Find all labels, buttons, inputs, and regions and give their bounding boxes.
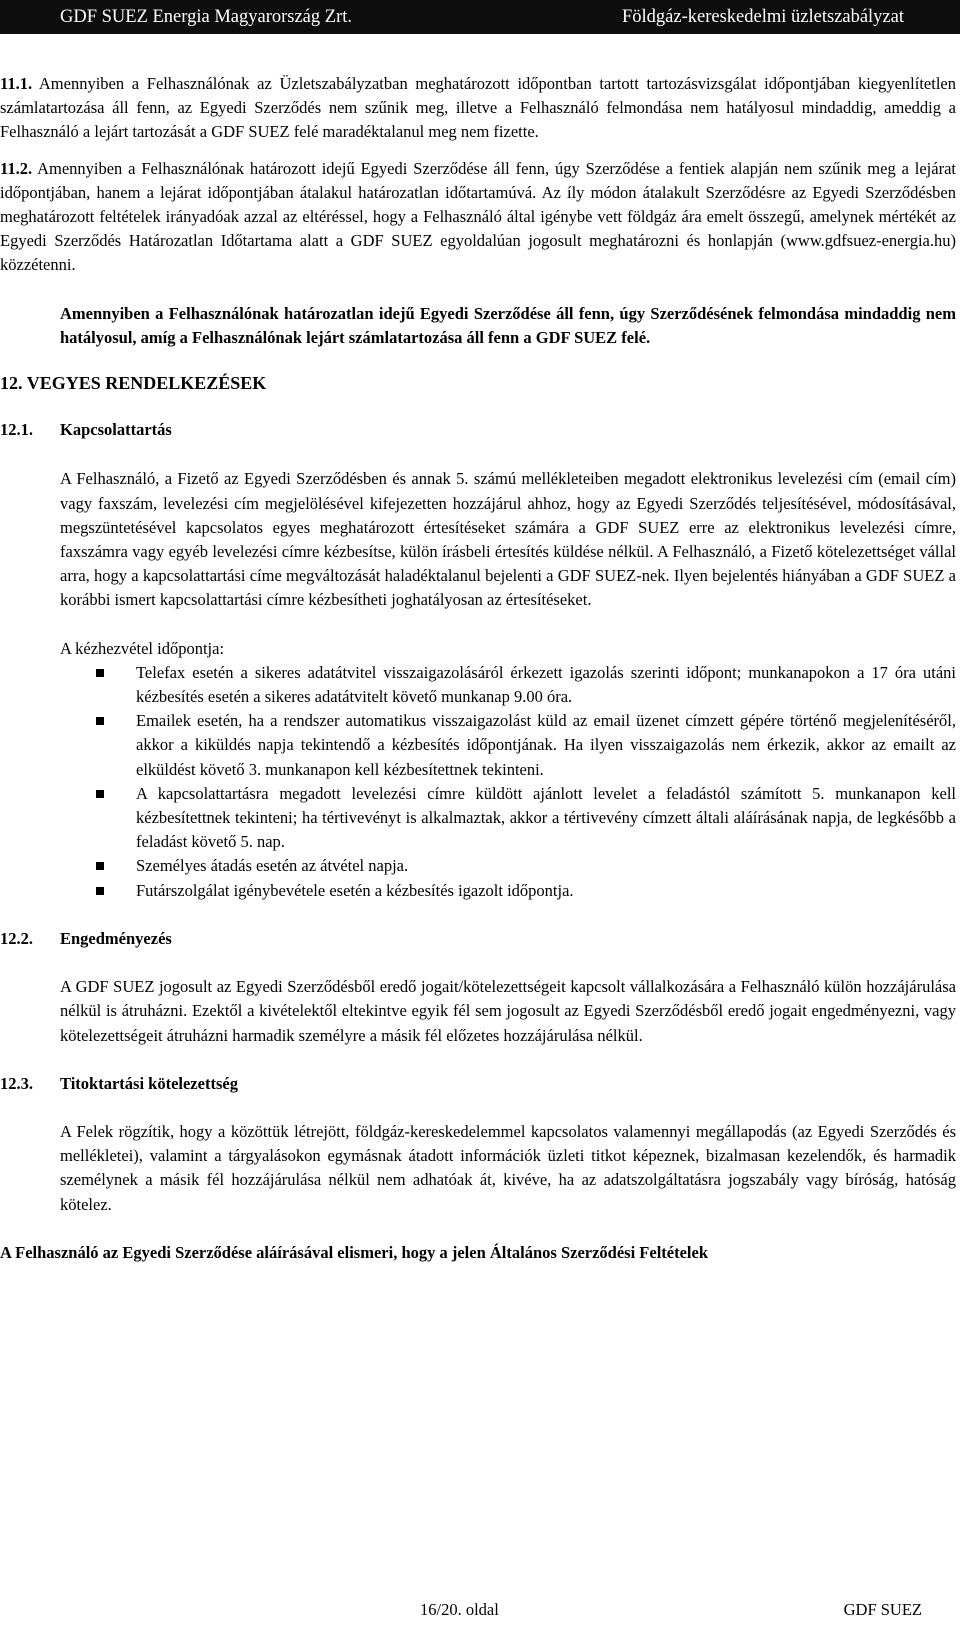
confidentiality-paragraph: A Felek rögzítik, hogy a közöttük létrejött, földgáz-kereskedelemmel kapcsolatos valamennyi megállapodás (az Egyedi Szerződés és mellékletei), valamint a tárgyalásokon egymásnak átadott információk üzleti titkot képeznek, bizalmasan kezelendők, és harmadik személynek a másik fél hozzájárulása nélkül nem adhatóak át, kivéve, ha az adatszolgáltatásra jogszabály vagy bíróság, hatóság kötelez. <box>60 1121 956 1214</box>
section-12-heading <box>0 371 956 395</box>
footer-company: GDF SUEZ <box>843 1600 922 1619</box>
page-footer <box>0 1596 960 1624</box>
list-item: A kapcsolattartásra megadott levelezési címre küldött ajánlott levelet a feladástól számított 5. munkanapon kell kézbesítettnek tekinteni; ha tértivevényt is alkalmaztak, akkor a tértivevény címzett általi aláírásának napja, de legkésőbb a feladást követő 5. nap. <box>136 782 956 855</box>
document-body <box>0 72 956 1265</box>
section-title-initial: V <box>26 373 40 394</box>
section-text: Amennyiben a Felhasználónak az Üzletszabályzatban meghatározott időpontban tartott tartozásvizsgálat időpontjában kiegyenlítetlen számlatartozása áll fenn, az Egyedi Szerződés nem szűnik meg, illetve a Felhasználó felmondása nem hatályosul mindaddig, ameddig a Felhasználó a lejárt tartozását a GDF SUEZ felé maradéktalanul meg nem fizette. <box>0 74 956 142</box>
receipt-label: A kézhezvétel időpontja: <box>60 638 225 658</box>
section-11-2 <box>0 157 956 278</box>
contact-paragraph: A Felhasználó, a Fizető az Egyedi Szerződésben és annak 5. számú mellékleteiben megadott elektronikus levelezési cím (email cím) vagy faxszám, levelezési cím megjelölésével kifejezetten hozzájárul ahhoz, hogy az Egyedi Szerződés teljesítésével, módosításával, megszüntetésével kapcsolatos egyes meghatározott értesítéseket számára a GDF SUEZ erre az elektronikus levelezési címre, faxszámra vagy egyéb levelezési címre kézbesítse, külön írásbeli értesítés küldése nélkül. A Felhasználó, a Fizető kötelezettséget vállal arra, hogy a kapcsolattartási címe megváltozását haladéktalanul bejelenti a GDF SUEZ-nek. Ilyen bejelentés hiányában a GDF SUEZ a korábbi ismert kapcsolattartási címre kézbesítheti joghatályosan az értesítéseket. <box>60 469 956 610</box>
assignment-paragraph: A GDF SUEZ jogosult az Egyedi Szerződésből eredő jogait/kötelezettségeit kapcsolt vállalkozására a Felhasználó külön hozzájárulása nélkül is átruházni. Ezektől a kivételektől eltekintve egyik fél sem jogosult az Egyedi Szerződésből eredő jogait engedményezni, vagy kötelezettségeit átruházni harmadik személyre a másik fél előzetes hozzájárulása nélkül. <box>60 977 956 1045</box>
section-number: 11.2. <box>0 158 33 178</box>
section-number: 12.2. <box>0 928 33 948</box>
section-number: 12.1. <box>0 420 33 440</box>
acknowledgement-paragraph: A Felhasználó az Egyedi Szerződése aláírásával elismeri, hogy a jelen Általános Szerződési Feltételek <box>0 1242 709 1262</box>
list-item: Személyes átadás esetén az átvétel napja. <box>136 854 956 878</box>
section-12-3-heading <box>0 1072 956 1096</box>
section-title: Titoktartási kötelezettség <box>60 1073 238 1093</box>
list-item: Emailek esetén, ha a rendszer automatikus visszaigazolást küld az email üzenet címzett gépére történő megjelenítéséről, akkor a kiküldés napja tekintendő a kézbesítés időpontjának. Ha ilyen visszaigazolás nem érkezik, akkor az emailt az elküldést követő 3. munkanapon kell kézbesítettnek tekinteni. <box>136 709 956 782</box>
section-11-1 <box>0 72 956 145</box>
page-header <box>0 0 960 34</box>
list-item: Futárszolgálat igénybevétele esetén a kézbesítés igazolt időpontja. <box>136 879 956 903</box>
section-text: Amennyiben a Felhasználónak határozott idejű Egyedi Szerződése áll fenn, úgy Szerződése a fentiek alapján nem szűnik meg a lejárat időpontjában, hanem a lejárat időpontjában átalakul határozatlan időtartamúvá. Az íly módon átalakult Szerződésre az Egyedi Szerződésben meghatározott feltételek irányadóak azzal az eltéréssel, hogy a Felhasználó által igénybe vett földgáz ára emelt összegű, amelynek mértékét az Egyedi Szerződés Határozatlan Időtartama alatt a GDF SUEZ egyoldalúan jogosult meghatározni és honlapján (www.gdfsuez-energia.hu) közzétenni. <box>0 158 956 275</box>
list-item: Telefax esetén a sikeres adatátvitel visszaigazolásáról érkezett igazolás szerinti időpont; munkanapokon a 17 óra utáni kézbesítés esetén a sikeres adatátvitelt követő munkanap 9.00 óra. <box>136 661 956 709</box>
receipt-list <box>60 661 956 903</box>
header-company: GDF SUEZ Energia Magyarország Zrt. <box>60 7 352 27</box>
header-doc-title: Földgáz-kereskedelmi üzletszabályzat <box>622 7 904 27</box>
section-title: Engedményezés <box>60 928 172 948</box>
section-title-rest: EGYES RENDELKEZÉSEK <box>39 373 267 394</box>
section-number: 12.3. <box>0 1073 33 1093</box>
section-12-1-heading <box>0 418 956 442</box>
section-number: 11.1. <box>0 74 33 93</box>
section-title: Kapcsolattartás <box>60 420 172 440</box>
section-number: 12. <box>0 373 23 394</box>
bold-paragraph: Amennyiben a Felhasználónak határozatlan idejű Egyedi Szerződése áll fenn, úgy Szerződésének felmondása mindaddig nem hatályosul, amíg a Felhasználónak lejárt számlatartozása áll fenn a GDF SUEZ felé. <box>60 303 956 347</box>
page-number: 16/20. oldal <box>420 1600 499 1619</box>
section-12-2-heading <box>0 927 956 951</box>
